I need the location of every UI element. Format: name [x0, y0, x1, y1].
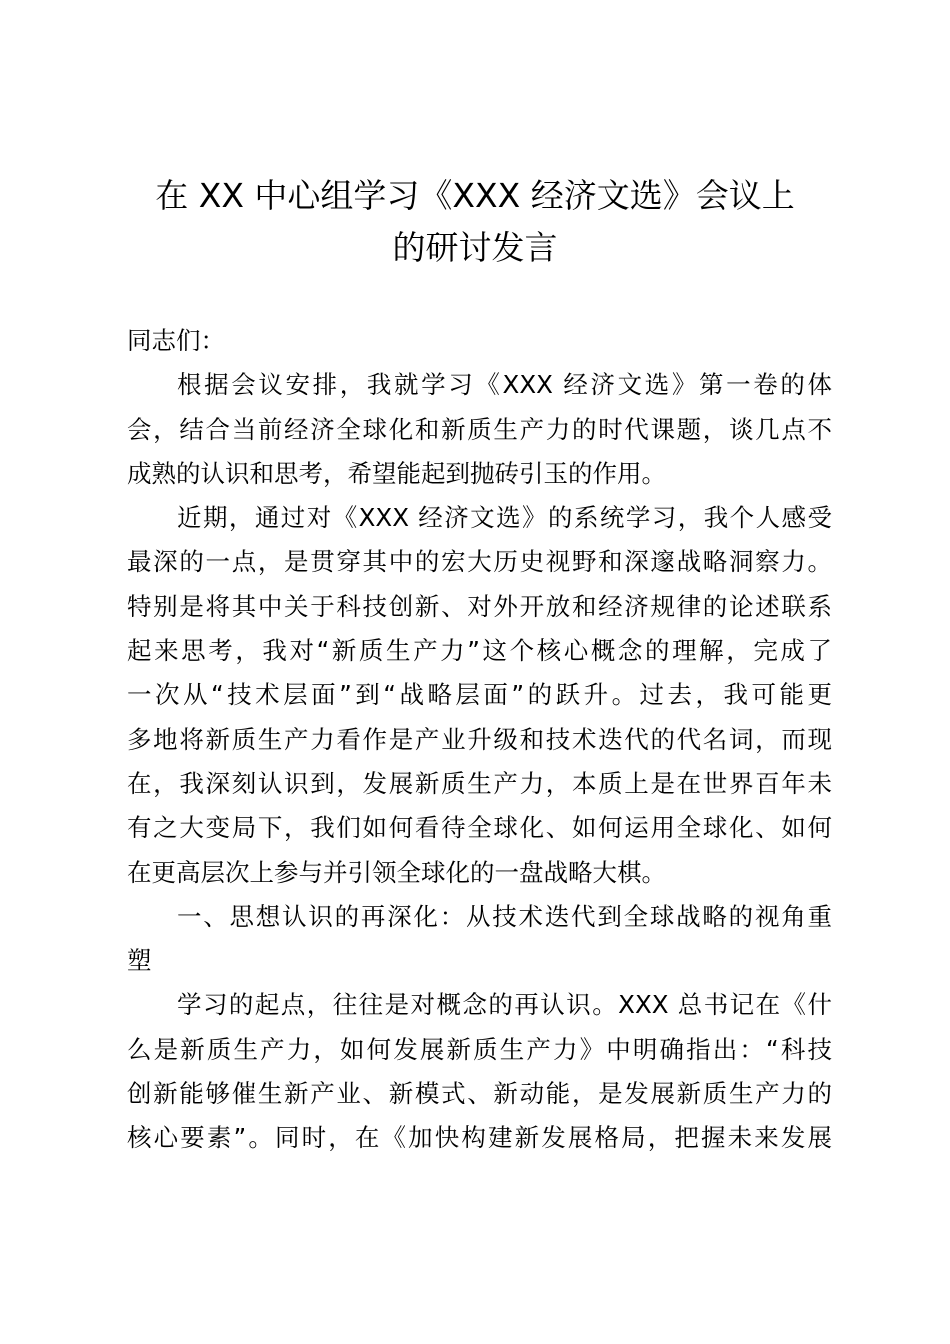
paragraph-line: 起来思考，我对“新质生产力”这个核心概念的理解，完成了 [127, 636, 832, 666]
title-line-1: 在 XX 中心组学习《XXX 经济文选》会议上 [155, 176, 795, 215]
paragraph-line: 近期，通过对《XXX 经济文选》的系统学习，我个人感受 [177, 503, 832, 533]
paragraph-line: 在更高层次上参与并引领全球化的一盘战略大棋。 [127, 857, 666, 887]
paragraph-line: 多地将新质生产力看作是产业升级和技术迭代的代名词，而现 [127, 724, 832, 754]
paragraph-line: 么是新质生产力，如何发展新质生产力》中明确指出：“科技 [127, 1034, 832, 1064]
paragraph-line: 创新能够催生新产业、新模式、新动能，是发展新质生产力的 [127, 1079, 832, 1109]
paragraph-line: 学习的起点，往往是对概念的再认识。XXX 总书记在《什 [177, 990, 832, 1020]
paragraph-line: 一次从“技术层面”到“战略层面”的跃升。过去，我可能更 [127, 680, 832, 710]
paragraph-line: 特别是将其中关于科技创新、对外开放和经济规律的论述联系 [127, 591, 832, 621]
paragraph-line: 核心要素”。同时，在《加快构建新发展格局，把握未来发展 [127, 1123, 832, 1153]
salutation: 同志们： [127, 326, 225, 355]
paragraph-line: 有之大变局下，我们如何看待全球化、如何运用全球化、如何 [127, 813, 832, 843]
title-line-2: 的研讨发言 [392, 228, 558, 267]
section-heading: 一、思想认识的再深化：从技术迭代到全球战略的视角重 [177, 901, 832, 931]
section-heading-continued: 塑 [127, 946, 152, 976]
document-body [127, 319, 832, 1161]
document-title [110, 170, 840, 274]
paragraph-line: 根据会议安排，我就学习《XXX 经济文选》第一卷的体 [177, 370, 832, 400]
paragraph-line: 最深的一点，是贯穿其中的宏大历史视野和深邃战略洞察力。 [127, 547, 832, 577]
paragraph-line: 会，结合当前经济全球化和新质生产力的时代课题，谈几点不 [127, 414, 832, 444]
paragraph-line: 成熟的认识和思考，希望能起到抛砖引玉的作用。 [127, 458, 666, 488]
paragraph-line: 在，我深刻认识到，发展新质生产力，本质上是在世界百年未 [127, 768, 832, 798]
